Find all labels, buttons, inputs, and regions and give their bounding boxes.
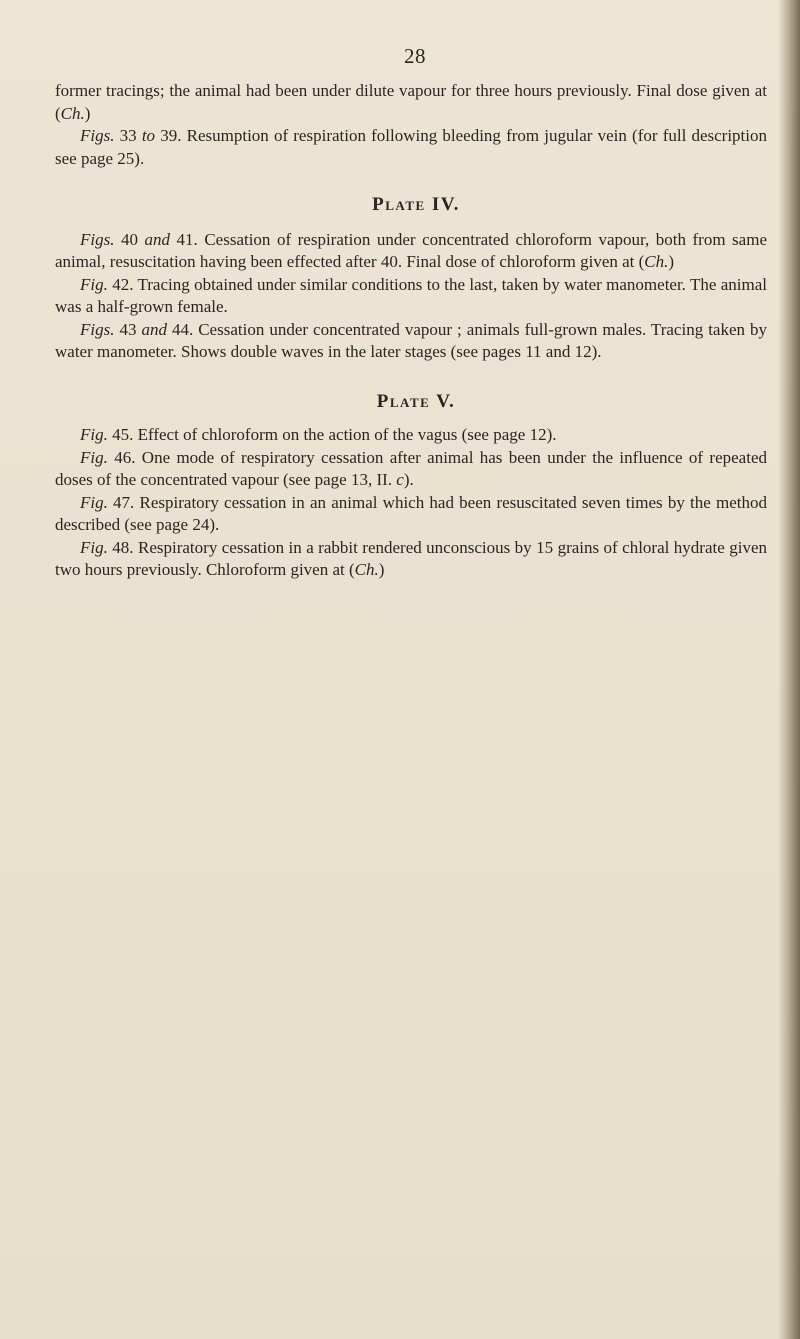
figs-and-italic: and [141,319,167,339]
figs-43-44-text: 44. Cessation under concentrated vapour ; animals full-grown males. Tracing taken by water manometer. Shows double waves in the later stages (see pages 11 and 12). [55,319,767,361]
plate-v-heading: Plate V. [376,390,456,412]
fig-label: Fig. [80,425,108,444]
paragraph-end: ) [668,252,675,271]
fig-42-text: 42. Tracing obtained under similar conditions to the last, taken by water manometer. The animal was a half-grown female. [55,274,767,316]
figs-label: Figs. [80,229,115,249]
figs-40-41-text: 41. Cessation of respiration under concentrated chloroform vapour, both from same animal, resuscitation having been effected after 40. Final dose of chloroform given at ( [55,229,767,271]
paragraph-end: ). [403,470,414,489]
fig-46-paragraph [55,447,767,492]
page-number: 28 [404,44,426,68]
c-italic: c [396,470,404,489]
ch-italic: Ch. [354,560,379,579]
page-body [55,80,767,582]
figs-33-39-paragraph [55,125,767,170]
fig-label: Fig. [80,537,108,557]
fig-47-text: 47. Respiratory cessation in an animal which had been resuscitated seven times by the method described (see page 24). [55,492,767,534]
fig-label: Fig. [80,447,108,467]
fig-45-paragraph [55,424,767,447]
figs-and-italic: and [144,229,171,249]
intro-text-end: ) [84,103,91,123]
figs-to-italic: to [141,126,156,145]
paragraph-end: ) [378,560,385,579]
fig-label: Fig. [80,274,108,294]
fig-46-text: 46. One mode of respiratory cessation after animal has been under the influence of repeated doses of the concentrated vapour (see page 13, II. [55,447,767,489]
fig-45-text: 45. Effect of chloroform on the action of the vagus (see page 12). [107,425,557,444]
figs-number: 40 [114,229,145,249]
fig-48-text: 48. Respiratory cessation in a rabbit rendered unconscious by 15 grains of chloral hydrate given two hours previously. Chloroform given at ( [55,537,767,579]
ch-italic: Ch. [644,252,669,271]
figs-label: Figs. [80,319,115,339]
fig-label: Fig. [80,492,108,512]
plate-iv-heading: Plate IV. [372,194,460,215]
figs-40-41-paragraph [55,229,767,274]
fig-42-paragraph [55,274,767,319]
figs-number: 33 [114,126,142,145]
fig-48-paragraph [55,537,767,582]
figs-number: 43 [114,319,142,339]
page-edge-shadow [778,0,800,1339]
figs-33-39-text: 39. Resumption of respiration following bleeding from jugular vein (for full description see page 25). [55,126,767,168]
fig-47-paragraph [55,492,767,537]
intro-paragraph [55,80,767,125]
figs-label: Figs. [80,126,115,145]
intro-text: former tracings; the animal had been under dilute vapour for three hours previously. Final dose given at ( [55,81,767,123]
figs-43-44-paragraph [55,319,767,364]
intro-ch-italic: Ch. [60,103,85,123]
